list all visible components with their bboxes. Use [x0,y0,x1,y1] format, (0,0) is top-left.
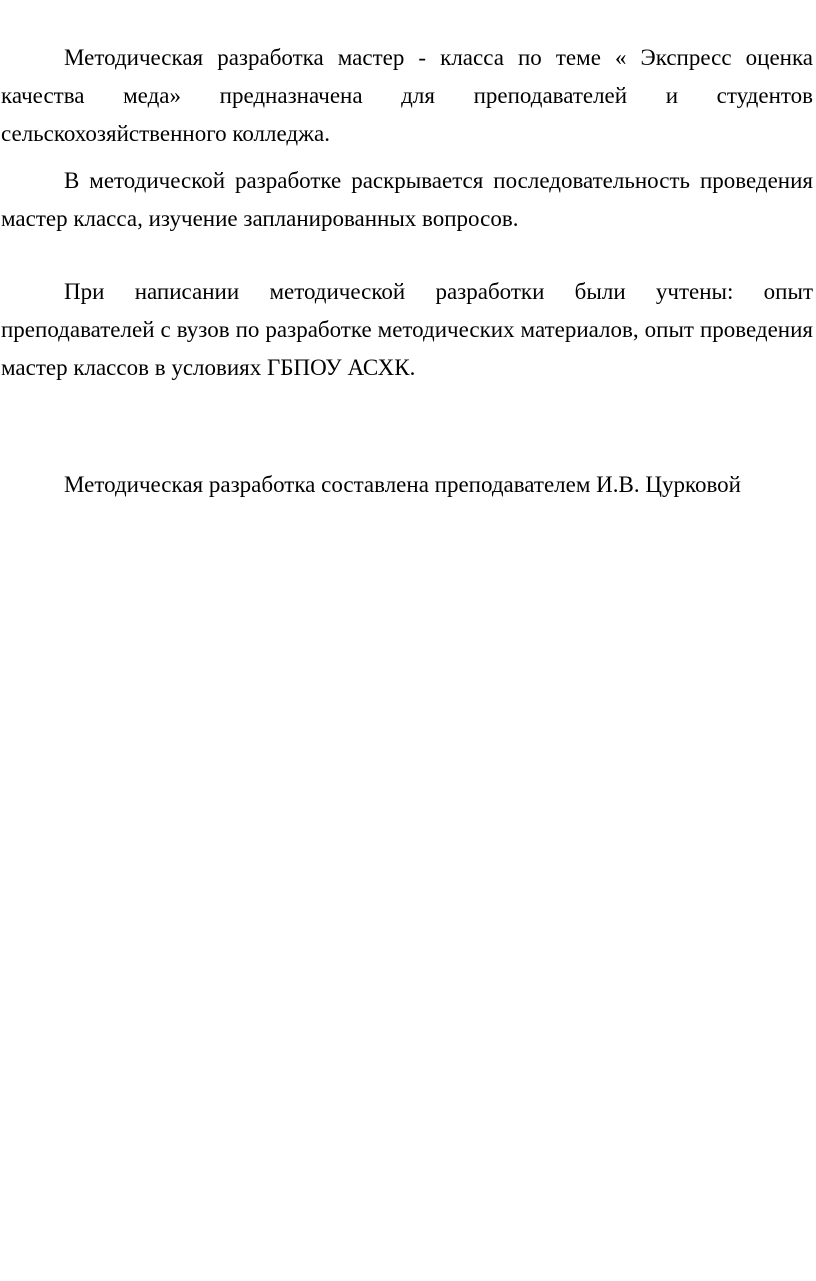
paragraph-content: В методической разработке раскрывается последовательность проведения мастер класса, изучение запланированных вопросов. [1,168,813,231]
paragraph-author: Методическая разработка составлена преподавателем И.В. Цурковой [64,472,741,497]
paragraph-purpose: Методическая разработка мастер - класса по теме « Экспресс оценка качества меда» предназначена для преподавателей и студентов сельскохозяйственного колледжа. [1,45,813,146]
paragraph-experience: При написании методической разработки были учтены: опыт преподавателей с вузов по разработке методических материалов, опыт проведения мастер классов в условиях ГБПОУ АСХК. [1,279,813,380]
